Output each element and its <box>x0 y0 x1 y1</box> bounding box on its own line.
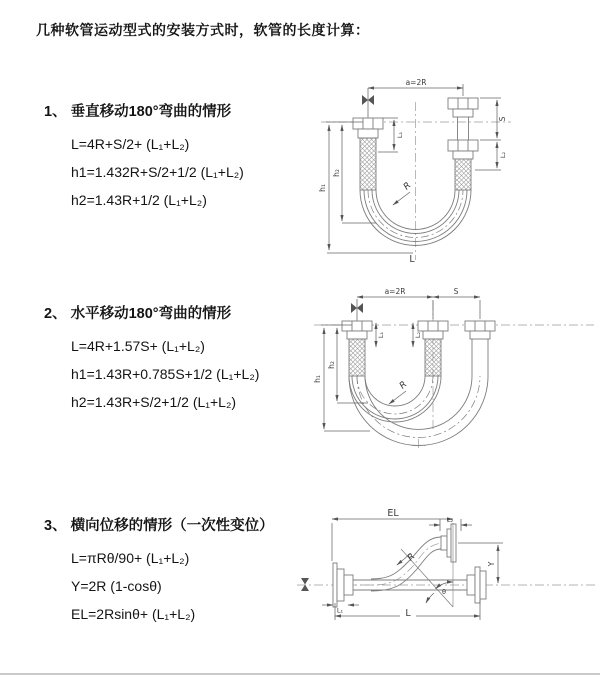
section-2-formula-h1: h1=1.43R+0.785S+1/2 (L₁+L₂) <box>71 366 260 382</box>
dim-label-h2: h₂ <box>327 361 336 369</box>
dim-label-l2: L₂ <box>499 151 507 159</box>
dim-label-a2r: a=2R <box>384 287 406 296</box>
braided-hose-right <box>455 159 471 190</box>
page-title: 几种软管运动型式的安装方式时，软管的长度计算： <box>36 22 370 38</box>
diagram-lateral-displacement <box>293 503 600 653</box>
section-3-formula-EL: EL=2Rsinθ+ (L₁+L₂) <box>71 606 196 622</box>
angle-label: θ <box>442 588 446 596</box>
dim-label-el: EL <box>387 508 399 519</box>
hose-assembly <box>301 523 486 607</box>
radius-label: R <box>397 379 410 392</box>
centerlines <box>321 102 511 260</box>
dim-label-l2: L₂ <box>414 331 422 339</box>
dim-label-s: S <box>453 287 459 296</box>
dimensions <box>321 297 480 431</box>
valve-icon <box>301 578 309 591</box>
section-1-heading: 1、 垂直移动180°弯曲的情形 <box>44 104 232 120</box>
section-1-formula-L: L=4R+S/2+ (L₁+L₂) <box>71 136 190 152</box>
section-2-heading: 2、 水平移动180°弯曲的情形 <box>44 306 232 322</box>
hose-assembly <box>342 299 495 446</box>
diagram-vertical-180-bend <box>313 72 595 268</box>
radius-label: R <box>405 551 418 564</box>
dim-label-l1: L₁ <box>336 606 344 615</box>
braided-hose-left <box>360 138 376 190</box>
dim-label-l2: L₂ <box>446 516 454 524</box>
braided-hose-middle <box>425 339 441 376</box>
dim-label-l: L <box>405 608 411 619</box>
dim-label-s: S <box>498 116 507 122</box>
length-label: L <box>409 254 415 265</box>
section-2-formula-h2: h2=1.43R+S/2+1/2 (L₁+L₂) <box>71 394 237 410</box>
section-1 <box>44 100 244 214</box>
section-2-formula-L: L=4R+1.57S+ (L₁+L₂) <box>71 338 205 354</box>
dim-label-h1: h₁ <box>313 375 322 383</box>
section-3 <box>44 514 274 628</box>
dim-label-l1: L₁ <box>396 131 404 139</box>
dim-label-h2: h₂ <box>332 169 341 177</box>
diagram-horizontal-180-bend <box>308 281 600 451</box>
section-1-formula-h1: h1=1.432R+S/2+1/2 (L₁+L₂) <box>71 164 244 180</box>
dim-label-y: Y <box>487 561 496 567</box>
section-3-formula-L: L=πRθ/90+ (L₁+L₂) <box>71 550 190 566</box>
section-3-formula-Y: Y=2R (1-cosθ) <box>71 578 162 594</box>
dim-label-a2r: a=2R <box>405 78 427 87</box>
dim-label-h1: h₁ <box>318 184 327 192</box>
braided-hose-left <box>349 339 365 376</box>
section-3-heading: 3、 横向位移的情形（一次性变位） <box>44 518 274 534</box>
section-2 <box>44 302 259 416</box>
radius-label: R <box>401 180 414 193</box>
section-1-formula-h2: h2=1.43R+1/2 (L₁+L₂) <box>71 192 207 208</box>
dim-label-l1: L₁ <box>377 331 385 339</box>
